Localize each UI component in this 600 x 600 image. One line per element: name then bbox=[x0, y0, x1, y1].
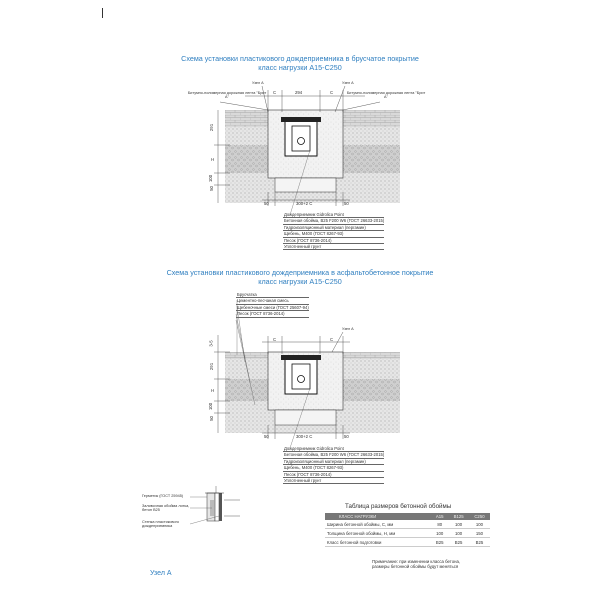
scheme2-dim-50-left: 50 bbox=[264, 434, 269, 439]
spec-item: Бетонная обойма, B25 F200 W6 (ГОСТ 26633-2015) bbox=[284, 452, 385, 458]
scheme2-spec-list bbox=[283, 446, 384, 484]
table-cell: 100 bbox=[431, 529, 448, 538]
scheme2-dim-35: 3-5 bbox=[208, 340, 214, 347]
scheme2-layer-list bbox=[236, 292, 309, 318]
table-row bbox=[325, 520, 490, 529]
table-title: Таблица размеров бетонной обоймы bbox=[345, 503, 452, 510]
spec-item: Уплотненный грунт bbox=[283, 478, 384, 484]
table-row bbox=[325, 538, 490, 547]
table-header-cell: КЛАСС НАГРУЗКИ bbox=[325, 513, 431, 520]
spec-item: Песок (ГОСТ 8736-2014) bbox=[283, 472, 384, 478]
scheme1-title-line2: класс нагрузки A15-C250 bbox=[258, 63, 342, 72]
scheme1-drain-grate bbox=[281, 117, 321, 122]
table-cell: B25 bbox=[469, 538, 490, 547]
layer-item: Песок (ГОСТ 8736-2014) bbox=[236, 311, 309, 317]
scheme1-dim-100: 100 bbox=[208, 174, 214, 183]
scheme2-uzel: Узел А bbox=[342, 327, 354, 331]
scheme1-uzel-right: Узел А bbox=[342, 81, 354, 85]
scheme1-dim-50: 50 bbox=[208, 186, 214, 191]
table-cell: Ширина бетонной обоймы, С, мм bbox=[325, 520, 431, 529]
spec-item: Дождеприемник Gidrolica Point bbox=[283, 446, 384, 452]
layer-item: Брусчатка bbox=[236, 292, 309, 298]
scheme1-dim-294: 294 bbox=[295, 90, 303, 95]
scheme1-tape-left: Битумно-полимерная дорожная лента "Брит А" bbox=[187, 91, 267, 100]
scheme1-dim-50-right: 50 bbox=[344, 201, 349, 206]
table-header-cell: B125 bbox=[448, 513, 469, 520]
table-row bbox=[325, 529, 490, 538]
scheme1-spec-list bbox=[283, 212, 384, 250]
scheme1-uzel-left: Узел А bbox=[252, 81, 264, 85]
spec-item: Песок (ГОСТ 8736-2014) bbox=[283, 238, 384, 244]
scheme2-section bbox=[214, 300, 400, 448]
scheme1-tape-right: Битумно-полимерная дорожная лента "Брит А" bbox=[346, 91, 426, 100]
scheme1-dim-c-right: C bbox=[330, 90, 334, 95]
spec-item: Щебень, М400 (ГОСТ 8267-93) bbox=[283, 465, 384, 471]
scheme2-title-line1: Схема установки пластикового дождеприемника в асфальтобетонное покрытие bbox=[166, 268, 434, 277]
scheme1-dim-bottom: 300+2 С bbox=[296, 201, 313, 206]
scheme2-dim-50-right: 50 bbox=[344, 434, 349, 439]
detail-caption: Узел А bbox=[150, 570, 172, 577]
scheme1-dim-50-left: 50 bbox=[264, 201, 269, 206]
spec-item: Гидроизоляционный материал (пергамин) bbox=[283, 459, 384, 465]
scheme1-concrete-base bbox=[275, 178, 336, 192]
table-cell: Класс бетонной подготовки bbox=[325, 538, 431, 547]
scheme2-title bbox=[0, 268, 600, 286]
layer-item: Цементно-песчаная смесь bbox=[236, 298, 309, 304]
detail-label-sealant: Герметик (ГОСТ 25945) bbox=[142, 494, 184, 498]
layer-item: Щебеночные смеси (ГОСТ 25607-94) bbox=[237, 304, 309, 310]
scheme2-dim-50: 50 bbox=[208, 416, 214, 421]
scheme2-dim-100: 100 bbox=[208, 402, 214, 411]
scheme1-dim-h: H bbox=[211, 157, 215, 162]
table-note-line2: размеры бетонной обоймы будут меняться bbox=[372, 564, 459, 570]
detail-node-drawing bbox=[190, 486, 240, 524]
table-cell: 100 bbox=[469, 520, 490, 529]
scheme1-title-line1: Схема установки пластикового дождеприемника в брусчатое покрытие bbox=[181, 54, 419, 63]
table-header-row bbox=[325, 513, 490, 520]
spec-item: Бетонная обойма, B25 F200 W6 (ГОСТ 26633-2015) bbox=[284, 218, 385, 224]
table-cell: 150 bbox=[469, 529, 490, 538]
scheme2-title-line2: класс нагрузки A15-C250 bbox=[258, 277, 342, 286]
scheme1-dim-291: 291 bbox=[209, 123, 215, 132]
table-cell: Толщина бетонной обоймы, Н, мм bbox=[325, 529, 431, 538]
detail-label-concrete: Заливочная обойма лотка, бетон B25 bbox=[142, 504, 190, 513]
spec-item: Уплотненный грунт bbox=[283, 244, 384, 250]
scheme1-drain-body bbox=[285, 118, 317, 156]
table-header-cell: A15 bbox=[431, 513, 448, 520]
table-cell: B25 bbox=[431, 538, 448, 547]
scheme2-drain-body bbox=[285, 356, 317, 394]
scheme1-dim-c-left: C bbox=[273, 90, 277, 95]
table-cell: 100 bbox=[448, 520, 469, 529]
spec-item: Дождеприемник Gidrolica Point bbox=[283, 212, 384, 218]
table-header-cell: C250 bbox=[469, 513, 490, 520]
scheme2-dim-c-left: C bbox=[273, 337, 277, 342]
scheme2-dim-bottom: 300+2 С bbox=[296, 434, 313, 439]
scheme2-dim-c-right: C bbox=[330, 337, 334, 342]
spec-item: Гидроизоляционный материал (пергамин) bbox=[283, 225, 384, 231]
scheme1-section bbox=[214, 86, 400, 215]
dimensions-table bbox=[325, 513, 490, 547]
table-cell: 100 bbox=[448, 529, 469, 538]
scheme2-dim-291: 291 bbox=[209, 362, 215, 371]
table-note bbox=[372, 559, 460, 570]
scheme2-concrete-base bbox=[275, 410, 336, 425]
table-cell: 80 bbox=[431, 520, 448, 529]
scheme2-dim-h: H bbox=[211, 388, 215, 393]
table-cell: B25 bbox=[448, 538, 469, 547]
spec-item: Щебень, М400 (ГОСТ 8267-93) bbox=[283, 231, 384, 237]
scheme2-drain-grate bbox=[281, 355, 321, 360]
table-note-line1: Примечание: при изменении класса бетона, bbox=[372, 559, 461, 564]
detail-label-wall: Стенка пластикового дождеприемника bbox=[142, 520, 180, 529]
